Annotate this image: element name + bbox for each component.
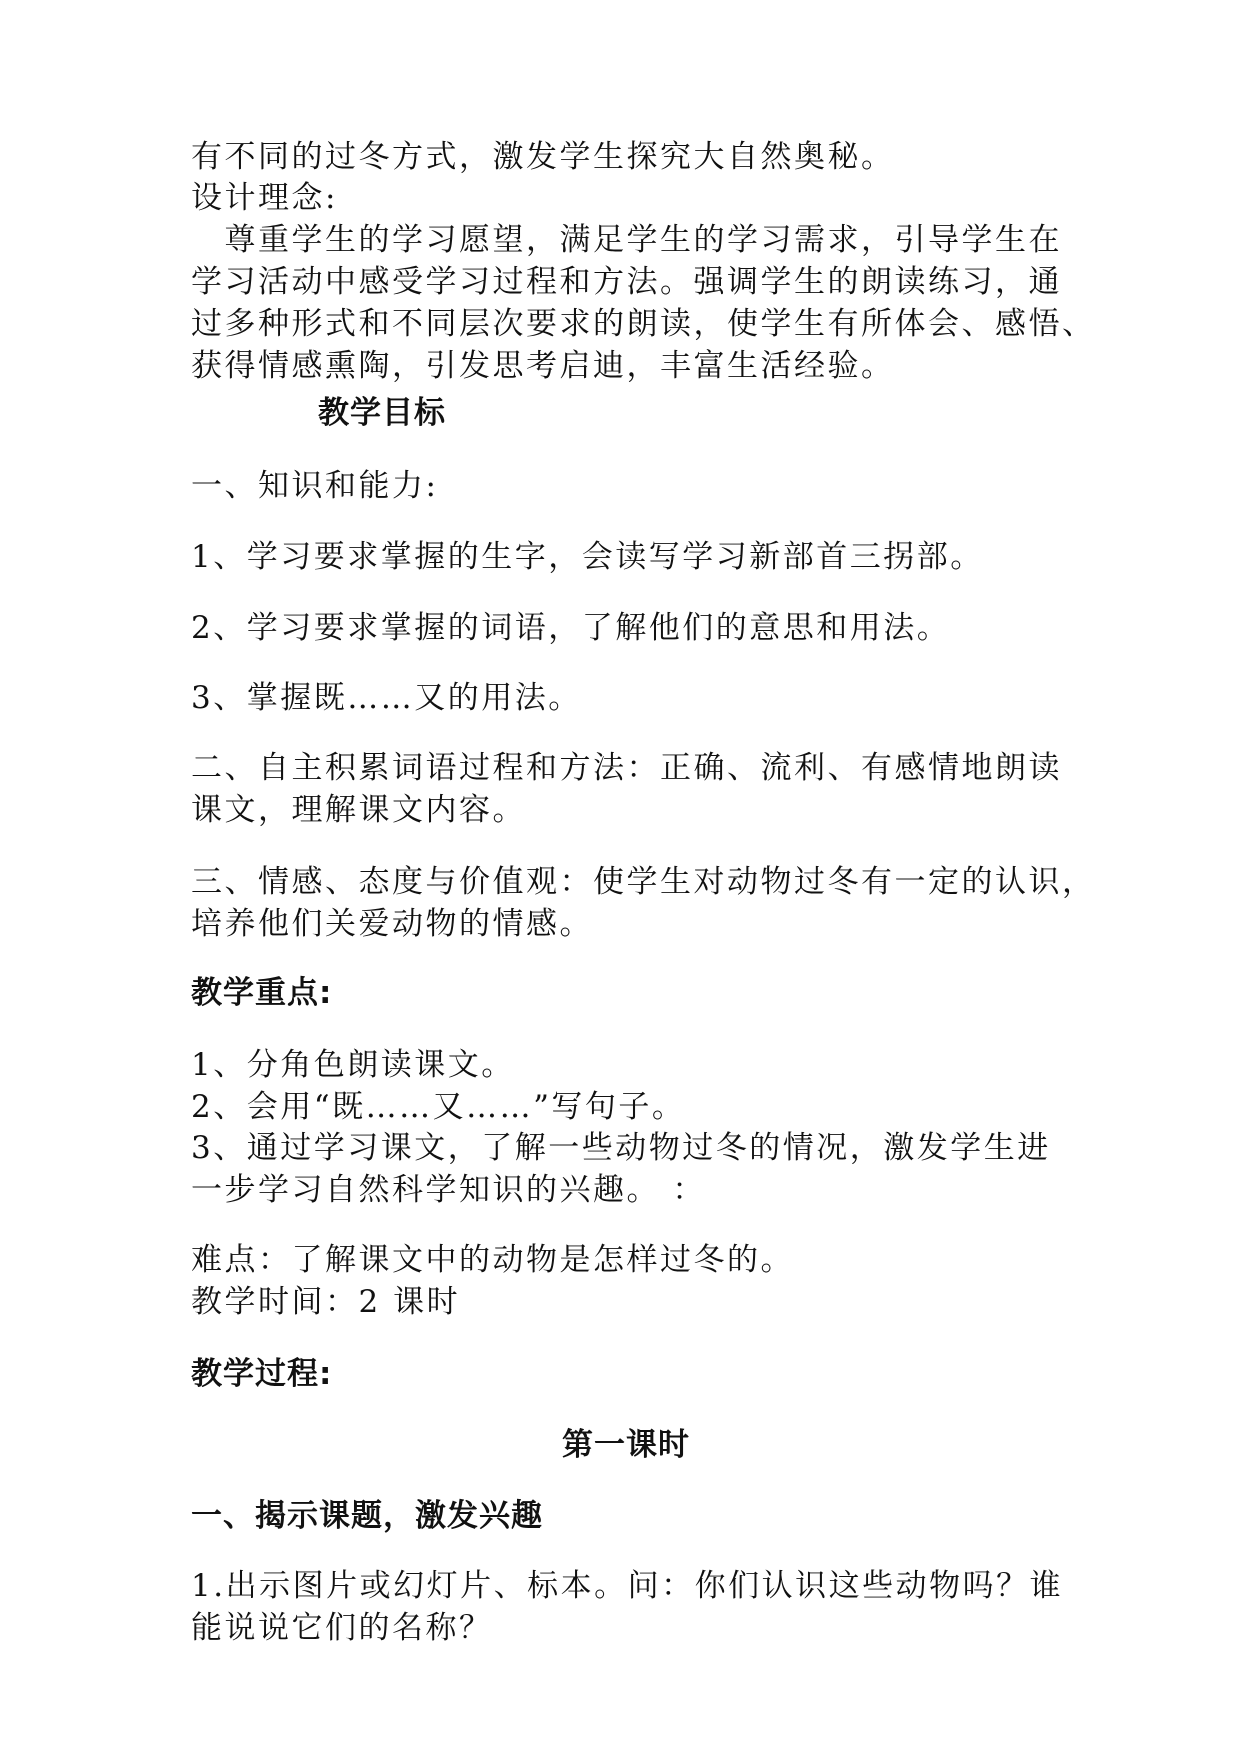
section-heading: 教学目标 [318, 395, 446, 431]
paragraph-line: 三、情感、态度与价值观：使学生对动物过冬有一定的认识， [191, 864, 1096, 900]
section-heading: 教学重点: [191, 975, 333, 1011]
paragraph-line: 难点：了解课文中的动物是怎样过冬的。 [191, 1242, 794, 1278]
paragraph-line: 二、自主积累词语过程和方法：正确、流利、有感情地朗读 [191, 750, 1062, 786]
section-heading: 一、揭示课题，激发兴趣 [191, 1498, 543, 1534]
list-item: 一步学习自然科学知识的兴趣。 ： [191, 1172, 706, 1208]
paragraph-line: 1.出示图片或幻灯片、标本。问：你们认识这些动物吗？谁 [191, 1568, 1064, 1604]
list-item: 1、分角色朗读课文。 [191, 1047, 515, 1083]
list-item: 3、掌握既……又的用法。 [191, 680, 582, 716]
paragraph-line: 能说说它们的名称？ [191, 1610, 493, 1646]
paragraph-line: 过多种形式和不同层次要求的朗读，使学生有所体会、感悟、 [191, 306, 1096, 342]
paragraph-line: 一、知识和能力: [191, 468, 439, 504]
list-item: 3、通过学习课文，了解一些动物过冬的情况，激发学生进 [191, 1130, 1051, 1166]
lesson-title: 第一课时 [562, 1427, 690, 1463]
paragraph-line: 尊重学生的学习愿望，满足学生的学习需求，引导学生在 [191, 222, 1062, 258]
paragraph-line: 有不同的过冬方式，激发学生探究大自然奥秘。 [191, 139, 895, 175]
section-heading: 教学过程: [191, 1356, 333, 1392]
paragraph-line: 设计理念: [191, 180, 338, 216]
list-item: 2、会用“既……又……”写句子。 [191, 1089, 686, 1125]
list-item: 2、学习要求掌握的词语，了解他们的意思和用法。 [191, 610, 951, 646]
paragraph-line: 教学时间：2 课时 [191, 1284, 461, 1320]
paragraph-line: 课文，理解课文内容。 [191, 792, 526, 828]
list-item: 1、学习要求掌握的生字，会读写学习新部首三拐部。 [191, 539, 984, 575]
paragraph-line: 学习活动中感受学习过程和方法。强调学生的朗读练习，通 [191, 264, 1062, 300]
paragraph-line: 获得情感熏陶，引发思考启迪，丰富生活经验。 [191, 348, 895, 384]
paragraph-line: 培养他们关爱动物的情感。 [191, 906, 593, 942]
